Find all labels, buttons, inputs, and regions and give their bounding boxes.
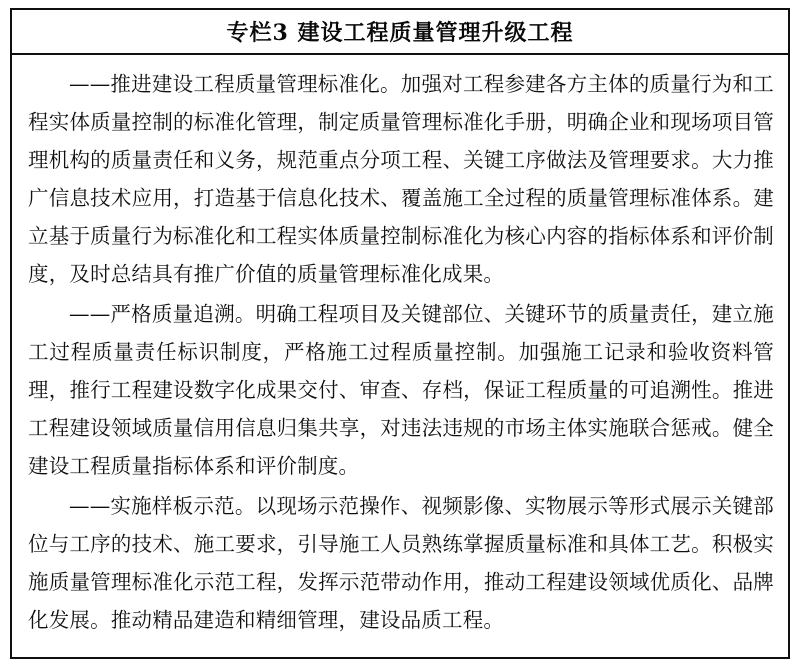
paragraph-3: ——实施样板示范。以现场示范操作、视频影像、实物展示等形式展示关键部位与工序的技术、施工要求，引导施工人员熟练掌握质量标准和具体工艺。积极实施质量管理标准化示范工程，发挥示范带动作用，推动工程建设领域优质化、品牌化发展。推动精品建造和精细管理，建设品质工程。: [28, 494, 774, 632]
callout-body: [12, 55, 788, 649]
paragraph-2: ——严格质量追溯。明确工程项目及关键部位、关键环节的质量责任，建立施工过程质量责任标识制度，严格施工过程质量控制。加强施工记录和验收资料管理，推行工程建设数字化成果交付、审查、存档，保证工程质量的可追溯性。推进工程建设领域质量信用信息归集共享，对违法违规的市场主体实施联合惩戒。健全建设工程质量指标体系和评价制度。: [28, 302, 774, 478]
callout-title: 专栏3 建设工程质量管理升级工程: [226, 20, 574, 46]
paragraph-1: ——推进建设工程质量管理标准化。加强对工程参建各方主体的质量行为和工程实体质量控制的标准化管理，制定质量管理标准化手册，明确企业和现场项目管理机构的质量责任和义务，规范重点分项工程、关键工序做法及管理要求。大力推广信息技术应用，打造基于信息化技术、覆盖施工全过程的质量管理标准体系。建立基于质量行为标准化和工程实体质量控制标准化为核心内容的指标体系和评价制度，及时总结具有推广价值的质量管理标准化成果。: [28, 72, 774, 286]
callout-title-row: [12, 10, 788, 55]
callout-box: [10, 8, 790, 659]
